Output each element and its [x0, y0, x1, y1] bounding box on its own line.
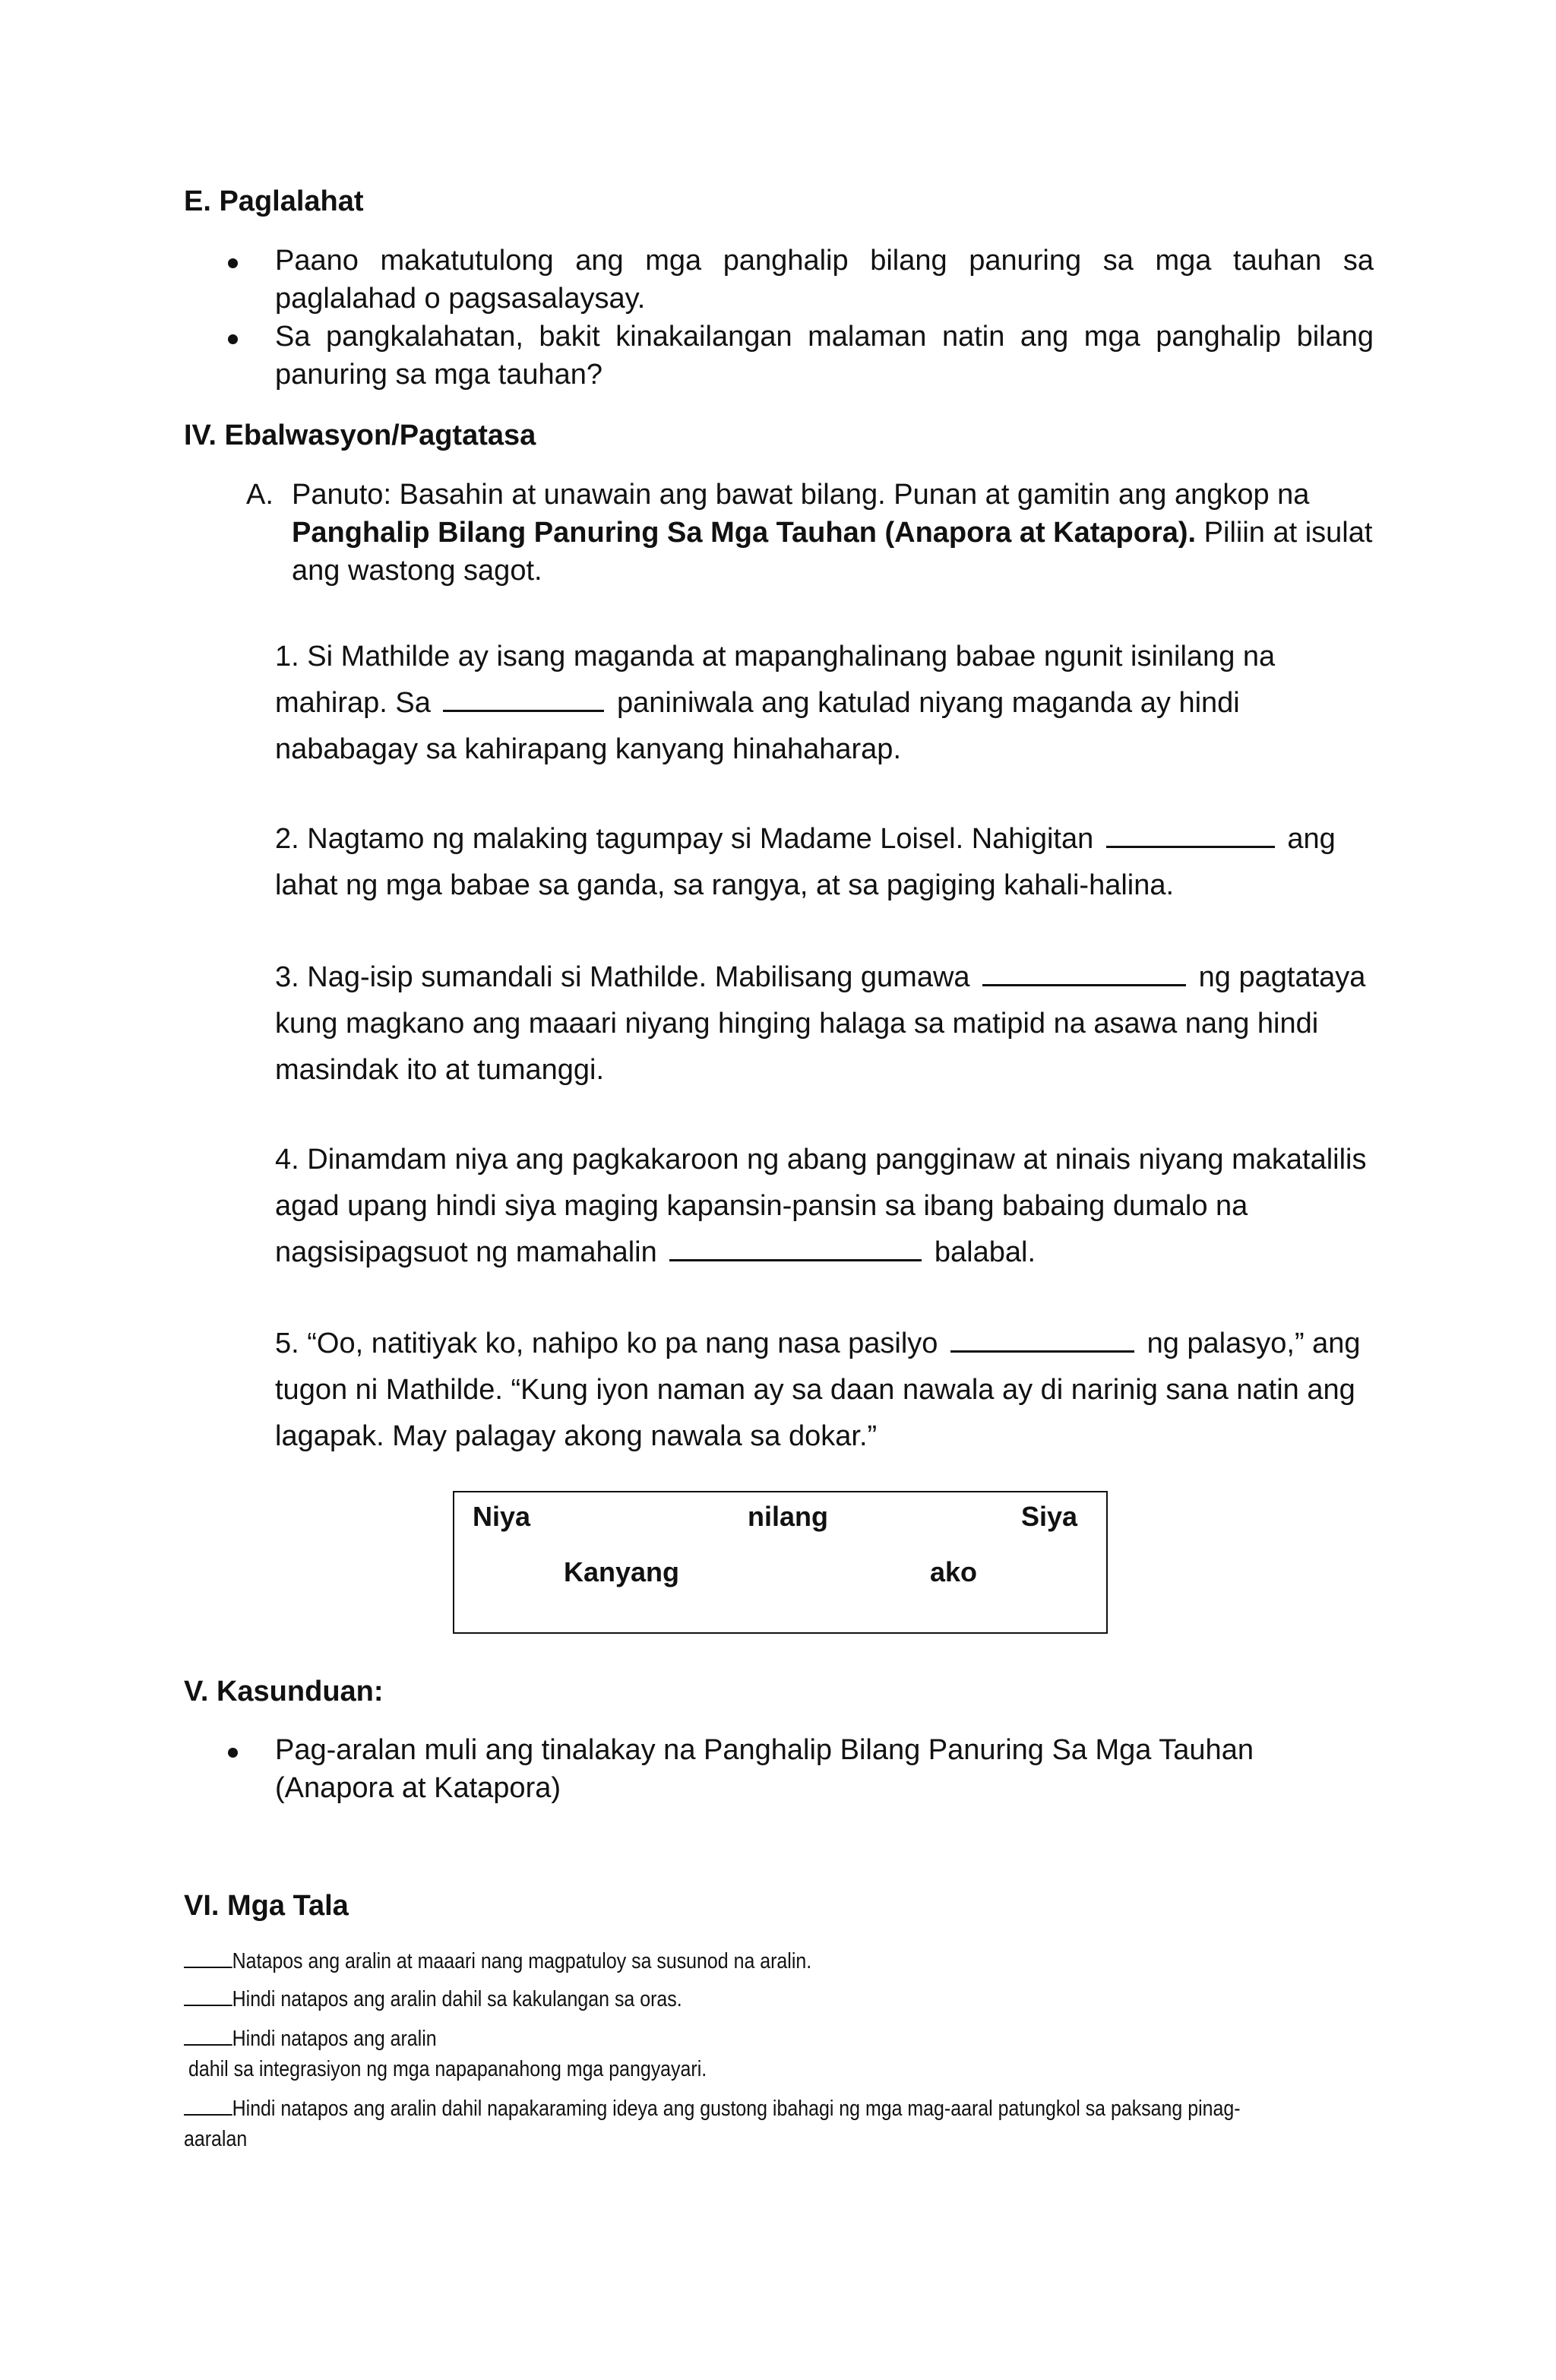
word-bank-item: Kanyang: [564, 1556, 680, 1587]
check-blank[interactable]: [184, 1985, 232, 2006]
question-item-2: [275, 816, 1377, 909]
bullet-item: Sa pangkalahatan, bakit kinakailangan malaman natin ang mga panghalip bilang panuring sa mga tauhan?: [275, 321, 1374, 391]
instruction-text-2: Piliin at isulat ang wastong sagot.: [292, 517, 1373, 587]
word-bank-item: nilang: [748, 1501, 828, 1532]
answer-blank[interactable]: [669, 1232, 922, 1261]
question-text: 4. Dinamdam niya ang pagkakaroon ng abang pangginaw at ninais niyang makatalilis agad upang hindi siya maging kapansin-pansin sa ibang babaing dumalo na nagsisipagsuot ng mamahalin: [275, 1144, 1367, 1268]
tala-item: [184, 2024, 437, 2052]
question-text: ng pagtataya kung magkano ang maaari niyang hinging halaga sa matipid na asawa nang hindi masindak ito at tumanggi.: [275, 961, 1366, 1086]
bullet-icon: [228, 258, 238, 268]
check-blank[interactable]: [184, 2094, 232, 2116]
tala-text: Hindi natapos ang aralin: [232, 2027, 437, 2051]
question-text: paniniwala ang katulad niyang maganda ay hindi nababagay sa kahirapang kanyang hinahaharap.: [275, 687, 1240, 765]
question-text: balabal.: [934, 1236, 1036, 1268]
bullet-item: Paano makatutulong ang mga panghalip bilang panuring sa mga tauhan sa paglalahad o pagsasalaysay.: [275, 245, 1374, 315]
question-text: ng palasyo,” ang tugon ni Mathilde. “Kung iyon naman ay sa daan nawala ay di narinig sana natin ang lagapak. May palagay akong nawala sa dokar.”: [275, 1328, 1361, 1452]
question-item-3: [275, 954, 1377, 1093]
question-item-4: [275, 1137, 1377, 1276]
heading-ebalwasyon: IV. Ebalwasyon/Pagtatasa: [184, 419, 536, 451]
question-text: 2. Nagtamo ng malaking tagumpay si Madame Loisel. Nahigitan: [275, 823, 1094, 855]
heading-mga-tala: VI. Mga Tala: [184, 1890, 349, 1922]
answer-blank[interactable]: [443, 682, 604, 712]
check-blank[interactable]: [184, 1947, 232, 1968]
word-bank-item: ako: [930, 1556, 978, 1587]
bullet-icon: [228, 334, 238, 344]
question-item-5: [275, 1321, 1377, 1460]
question-text: 3. Nag-isip sumandali si Mathilde. Mabilisang gumawa: [275, 961, 970, 993]
answer-blank[interactable]: [982, 957, 1186, 986]
tala-continuation: dahil sa integrasiyon ng mga napapanahong mga pangyayari.: [188, 2057, 707, 2081]
tala-item: [184, 1947, 811, 1974]
bullet-icon: [228, 1748, 238, 1758]
tala-text: Hindi natapos ang aralin dahil sa kakulangan sa oras.: [232, 1987, 682, 2011]
tala-text: Natapos ang aralin at maaari nang magpatuloy sa susunod na aralin.: [232, 1949, 812, 1973]
heading-kasunduan: V. Kasunduan:: [184, 1676, 384, 1707]
instruction-text: [292, 476, 1378, 590]
instruction-text-1: Panuto: Basahin at unawain ang bawat bilang. Punan at gamitin ang angkop na: [292, 479, 1310, 511]
word-bank-item: Siya: [1021, 1501, 1078, 1532]
tala-text: Hindi natapos ang aralin dahil napakaraming ideya ang gustong ibahagi ng mga mag-aaral patungkol sa paksang pinag-: [232, 2097, 1241, 2121]
tala-item: [184, 1985, 682, 2012]
instruction-marker: A.: [246, 479, 274, 511]
question-text: 1. Si Mathilde ay isang maganda at mapanghalinang babae ngunit isinilang na mahirap. Sa: [275, 641, 1276, 719]
heading-paglalahat: E. Paglalahat: [184, 185, 364, 217]
question-item-1: [275, 634, 1377, 773]
word-bank-item: Niya: [473, 1501, 531, 1532]
answer-blank[interactable]: [950, 1323, 1134, 1353]
tala-item: [184, 2094, 1241, 2122]
question-text: 5. “Oo, natitiyak ko, nahipo ko pa nang nasa pasilyo: [275, 1328, 938, 1359]
check-blank[interactable]: [184, 2024, 232, 2046]
question-text: ang lahat ng mga babae sa ganda, sa rangya, at sa pagiging kahali-halina.: [275, 823, 1336, 901]
tala-continuation: aaralan: [184, 2127, 248, 2151]
answer-blank[interactable]: [1106, 818, 1275, 848]
bullet-item: Pag-aralan muli ang tinalakay na Panghalip Bilang Panuring Sa Mga Tauhan (Anapora at Katapora): [275, 1734, 1254, 1804]
instruction-bold: Panghalip Bilang Panuring Sa Mga Tauhan (Anapora at Katapora).: [292, 517, 1197, 549]
